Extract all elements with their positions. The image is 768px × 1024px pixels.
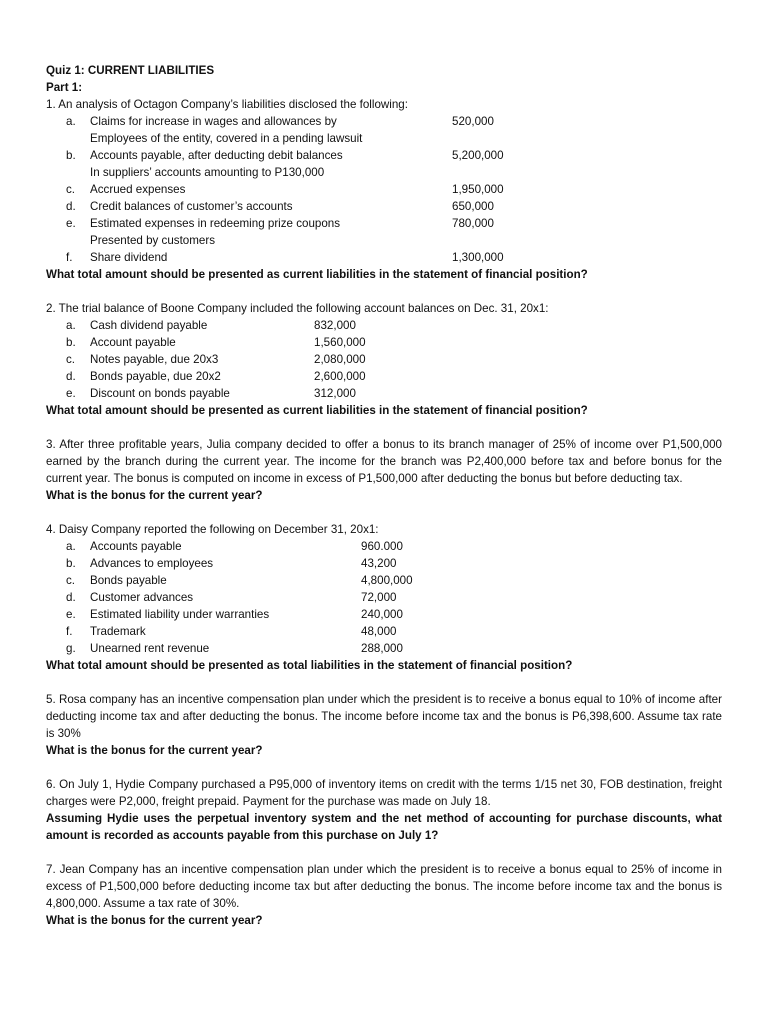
item-text: Credit balances of customer’s accounts bbox=[90, 200, 293, 213]
item-amount: 240,000 bbox=[361, 608, 403, 621]
line-item bbox=[46, 147, 722, 164]
question-5-body: 5. Rosa company has an incentive compensation plan under which the president is to receive a bonus equal to 10% of income after deducting income tax and after deducting the bonus. The income before income tax and the bonus is P6,398,600. Assume tax rate is 30% bbox=[46, 693, 722, 740]
line-item bbox=[46, 385, 722, 402]
question-6 bbox=[46, 776, 722, 844]
question-2-items bbox=[46, 317, 722, 402]
item-text: Bonds payable, due 20x2 bbox=[90, 370, 221, 383]
item-letter: e. bbox=[66, 217, 76, 230]
line-item bbox=[46, 572, 722, 589]
item-amount: 312,000 bbox=[314, 387, 356, 400]
item-text: Estimated expenses in redeeming prize coupons bbox=[90, 217, 341, 230]
item-amount: 780,000 bbox=[452, 217, 494, 230]
item-text: Unearned rent revenue bbox=[90, 642, 210, 655]
question-2 bbox=[46, 300, 722, 419]
item-letter: e. bbox=[66, 608, 76, 621]
line-item bbox=[46, 368, 722, 385]
item-letter: c. bbox=[66, 574, 76, 587]
item-text: Discount on bonds payable bbox=[90, 387, 230, 400]
item-amount: 72,000 bbox=[361, 591, 397, 604]
line-item bbox=[46, 130, 722, 147]
line-item bbox=[46, 198, 722, 215]
item-text: Presented by customers bbox=[90, 234, 216, 247]
question-6-body: 6. On July 1, Hydie Company purchased a P95,000 of inventory items on credit with the terms 1/15 net 30, FOB destination, freight charges were P2,000, freight prepaid. Payment for the purchase was made on July 18. bbox=[46, 778, 722, 808]
item-text: Bonds payable bbox=[90, 574, 167, 587]
item-text: Customer advances bbox=[90, 591, 194, 604]
item-amount: 2,600,000 bbox=[314, 370, 366, 383]
question-4-intro: 4. Daisy Company reported the following on December 31, 20x1: bbox=[46, 523, 379, 536]
item-amount: 650,000 bbox=[452, 200, 494, 213]
line-item bbox=[46, 113, 722, 130]
question-3-prompt: What is the bonus for the current year? bbox=[46, 489, 263, 502]
question-1-intro: 1. An analysis of Octagon Company’s liabilities disclosed the following: bbox=[46, 98, 408, 111]
item-text: Accrued expenses bbox=[90, 183, 186, 196]
item-text: Accounts payable bbox=[90, 540, 182, 553]
line-item bbox=[46, 164, 722, 181]
item-text: Account payable bbox=[90, 336, 176, 349]
item-text: In suppliers’ accounts amounting to P130,000 bbox=[90, 166, 325, 179]
item-text: Trademark bbox=[90, 625, 146, 638]
item-letter: b. bbox=[66, 557, 76, 570]
item-text: Notes payable, due 20x3 bbox=[90, 353, 219, 366]
question-3 bbox=[46, 436, 722, 504]
part-label: Part 1: bbox=[46, 81, 83, 94]
item-text: Share dividend bbox=[90, 251, 168, 264]
question-5-prompt: What is the bonus for the current year? bbox=[46, 744, 263, 757]
line-item bbox=[46, 538, 722, 555]
question-7-prompt: What is the bonus for the current year? bbox=[46, 914, 263, 927]
item-amount: 1,950,000 bbox=[452, 183, 504, 196]
item-letter: f. bbox=[66, 625, 73, 638]
item-text: Accounts payable, after deducting debit balances bbox=[90, 149, 343, 162]
item-amount: 48,000 bbox=[361, 625, 397, 638]
quiz-content bbox=[46, 62, 722, 946]
line-item bbox=[46, 640, 722, 657]
item-letter: b. bbox=[66, 336, 76, 349]
line-item bbox=[46, 555, 722, 572]
item-letter: a. bbox=[66, 540, 76, 553]
item-amount: 43,200 bbox=[361, 557, 397, 570]
item-letter: c. bbox=[66, 353, 76, 366]
question-1-items bbox=[46, 113, 722, 266]
item-letter: g. bbox=[66, 642, 76, 655]
item-amount: 4,800,000 bbox=[361, 574, 413, 587]
item-amount: 5,200,000 bbox=[452, 149, 504, 162]
line-item bbox=[46, 589, 722, 606]
item-amount: 288,000 bbox=[361, 642, 403, 655]
item-text: Cash dividend payable bbox=[90, 319, 208, 332]
line-item bbox=[46, 232, 722, 249]
question-2-intro: 2. The trial balance of Boone Company included the following account balances on Dec. 31, 20x1: bbox=[46, 302, 549, 315]
item-text: Estimated liability under warranties bbox=[90, 608, 270, 621]
item-amount: 1,300,000 bbox=[452, 251, 504, 264]
item-text: Claims for increase in wages and allowances by bbox=[90, 115, 337, 128]
question-3-body: 3. After three profitable years, Julia company decided to offer a bonus to its branch manager of 25% of income over P1,500,000 earned by the branch during the current year. The income for the branch was P2,400,000 before tax and before bonus for the current year. The bonus is computed on income in excess of P1,500,000 after deducting the bonus but before deducting tax. bbox=[46, 438, 722, 485]
question-4-items bbox=[46, 538, 722, 657]
line-item bbox=[46, 317, 722, 334]
item-amount: 960.000 bbox=[361, 540, 403, 553]
question-5 bbox=[46, 691, 722, 759]
item-letter: b. bbox=[66, 149, 76, 162]
item-letter: d. bbox=[66, 200, 76, 213]
item-amount: 832,000 bbox=[314, 319, 356, 332]
item-letter: a. bbox=[66, 319, 76, 332]
line-item bbox=[46, 606, 722, 623]
line-item bbox=[46, 215, 722, 232]
item-letter: f. bbox=[66, 251, 73, 264]
question-4-prompt: What total amount should be presented as total liabilities in the statement of financial position? bbox=[46, 659, 573, 672]
line-item bbox=[46, 249, 722, 266]
item-text: Advances to employees bbox=[90, 557, 214, 570]
item-text: Employees of the entity, covered in a pending lawsuit bbox=[90, 132, 363, 145]
item-letter: d. bbox=[66, 370, 76, 383]
question-4 bbox=[46, 521, 722, 674]
question-7 bbox=[46, 861, 722, 929]
quiz-title: Quiz 1: CURRENT LIABILITIES bbox=[46, 64, 215, 77]
question-7-body: 7. Jean Company has an incentive compensation plan under which the president is to receive a bonus equal to 25% of income in excess of P1,500,000 before deducting income tax but after deducting the bonus. The income before income tax and the bonus is 4,800,000. Assume a tax rate of 30%. bbox=[46, 863, 722, 910]
line-item bbox=[46, 351, 722, 368]
question-2-prompt: What total amount should be presented as current liabilities in the statement of financial position? bbox=[46, 404, 588, 417]
item-letter: e. bbox=[66, 387, 76, 400]
item-letter: a. bbox=[66, 115, 76, 128]
line-item bbox=[46, 623, 722, 640]
question-1 bbox=[46, 96, 722, 283]
item-amount: 520,000 bbox=[452, 115, 494, 128]
question-1-prompt: What total amount should be presented as current liabilities in the statement of financial position? bbox=[46, 268, 588, 281]
item-amount: 2,080,000 bbox=[314, 353, 366, 366]
line-item bbox=[46, 334, 722, 351]
item-amount: 1,560,000 bbox=[314, 336, 366, 349]
line-item bbox=[46, 181, 722, 198]
item-letter: d. bbox=[66, 591, 76, 604]
question-6-prompt: Assuming Hydie uses the perpetual inventory system and the net method of accounting for purchase discounts, what amount is recorded as accounts payable from this purchase on July 1? bbox=[46, 812, 722, 842]
item-letter: c. bbox=[66, 183, 76, 196]
